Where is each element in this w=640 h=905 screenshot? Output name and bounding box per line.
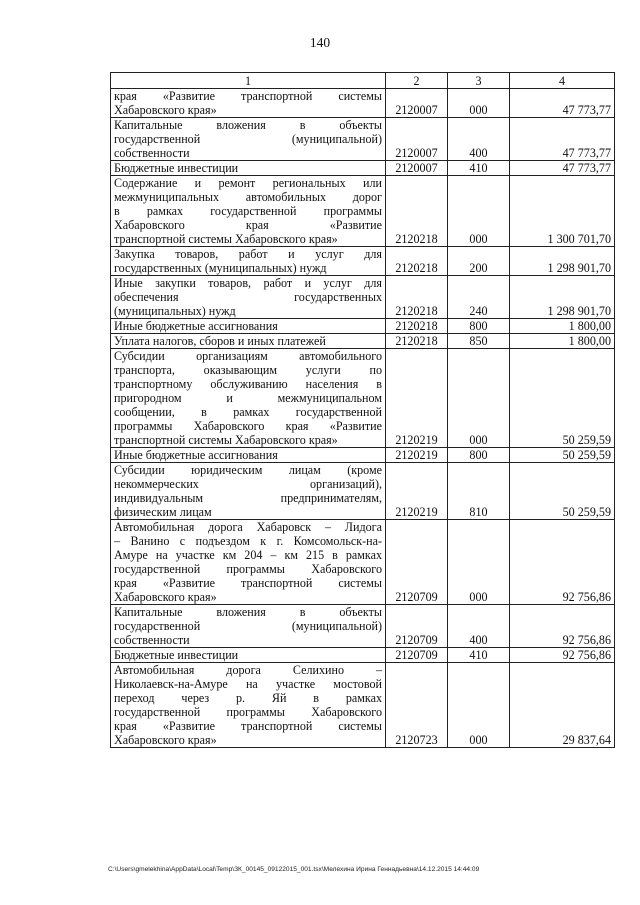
row-name-line: Капитальные вложения в объекты <box>114 605 382 619</box>
row-name <box>111 463 386 520</box>
header-col-1: 1 <box>111 73 386 89</box>
table-row <box>111 463 615 520</box>
row-name-line: Автомобильная дорога Хабаровск – Лидога <box>114 520 382 534</box>
row-code: 2120218 <box>386 319 448 334</box>
row-expense-type: 200 <box>448 247 510 276</box>
row-code: 2120218 <box>386 334 448 349</box>
table-row <box>111 334 615 349</box>
row-amount: 1 298 901,70 <box>510 276 615 319</box>
row-name-line: индивидуальным предпринимателям, <box>114 491 382 505</box>
row-name-line: Бюджетные инвестиции <box>114 648 239 662</box>
row-amount: 92 756,86 <box>510 605 615 648</box>
row-name-line: собственности <box>114 146 190 160</box>
row-name <box>111 89 386 118</box>
row-name-line: Хабаровского края» <box>114 103 217 117</box>
row-name-line: государственной программы Хабаровского <box>114 705 382 719</box>
table-row <box>111 605 615 648</box>
table-header-row <box>111 73 615 89</box>
row-name-line: Иные закупки товаров, работ и услуг для <box>114 276 382 290</box>
row-amount: 50 259,59 <box>510 349 615 448</box>
row-code: 2120218 <box>386 276 448 319</box>
row-code: 2120219 <box>386 448 448 463</box>
row-name-line: Уплата налогов, сборов и иных платежей <box>114 334 326 348</box>
row-name-line: физическим лицам <box>114 505 212 519</box>
row-name-line: Содержание и ремонт региональных или <box>114 176 382 190</box>
budget-table <box>110 72 615 748</box>
row-expense-type: 400 <box>448 118 510 161</box>
row-expense-type: 800 <box>448 448 510 463</box>
row-expense-type: 000 <box>448 349 510 448</box>
row-amount: 29 837,64 <box>510 663 615 748</box>
row-name-line: Субсидии юридическим лицам (кроме <box>114 463 382 477</box>
row-name-line: Субсидии организациям автомобильного <box>114 349 382 363</box>
row-name-line: сообщении, в рамках государственной <box>114 405 382 419</box>
file-path-footer: C:\Users\gmelekhina\AppData\Local\Temp\ЗК_00145_09122015_001.tsx\Мелехина Ирина Геннадьевна\14.12.2015 14:44:09 <box>108 866 480 873</box>
row-name-line: некоммерческих организаций), <box>114 477 382 491</box>
row-name <box>111 319 386 334</box>
row-name-line: транспорта, оказывающим услуги по <box>114 363 382 377</box>
row-code: 2120219 <box>386 463 448 520</box>
row-name-line: Закупка товаров, работ и услуг для <box>114 247 382 261</box>
row-expense-type: 000 <box>448 663 510 748</box>
row-code: 2120218 <box>386 176 448 247</box>
row-name-line: края «Развитие транспортной системы <box>114 89 382 103</box>
row-name <box>111 349 386 448</box>
row-name <box>111 605 386 648</box>
row-amount: 1 298 901,70 <box>510 247 615 276</box>
row-amount: 1 300 701,70 <box>510 176 615 247</box>
row-name-line: Иные бюджетные ассигнования <box>114 448 278 462</box>
row-name-line: государственной (муниципальной) <box>114 132 382 146</box>
row-name-line: Капитальные вложения в объекты <box>114 118 382 132</box>
row-name-line: Иные бюджетные ассигнования <box>114 319 278 333</box>
row-name-line: Хабаровского края «Развитие <box>114 218 382 232</box>
table-row <box>111 247 615 276</box>
row-name-line: собственности <box>114 633 190 647</box>
row-name-line: Амуре на участке км 204 – км 215 в рамках <box>114 548 382 562</box>
row-name <box>111 520 386 605</box>
row-code: 2120709 <box>386 605 448 648</box>
row-name-line: края «Развитие транспортной системы <box>114 576 382 590</box>
row-name-line: (муниципальных) нужд <box>114 304 236 318</box>
row-name <box>111 448 386 463</box>
table-row <box>111 276 615 319</box>
row-name-line: межмуниципальных автомобильных дорог <box>114 190 382 204</box>
row-name-line: обеспечения государственных <box>114 290 382 304</box>
row-amount: 50 259,59 <box>510 463 615 520</box>
header-col-2: 2 <box>386 73 448 89</box>
row-name-line: транспортному обслуживанию населения в <box>114 377 382 391</box>
header-col-3: 3 <box>448 73 510 89</box>
row-expense-type: 850 <box>448 334 510 349</box>
row-name-line: края «Развитие транспортной системы <box>114 719 382 733</box>
row-name-line: государственных (муниципальных) нужд <box>114 261 327 275</box>
row-expense-type: 400 <box>448 605 510 648</box>
row-name <box>111 118 386 161</box>
row-code: 2120709 <box>386 648 448 663</box>
table-row <box>111 89 615 118</box>
row-name-line: пригородном и межмуниципальном <box>114 391 382 405</box>
row-code: 2120219 <box>386 349 448 448</box>
row-expense-type: 000 <box>448 89 510 118</box>
row-name-line: Хабаровского края» <box>114 733 217 747</box>
table-row <box>111 176 615 247</box>
row-expense-type: 810 <box>448 463 510 520</box>
row-amount: 50 259,59 <box>510 448 615 463</box>
row-amount: 47 773,77 <box>510 89 615 118</box>
row-code: 2120007 <box>386 118 448 161</box>
table-row <box>111 319 615 334</box>
table-row <box>111 520 615 605</box>
row-name-line: транспортной системы Хабаровского края» <box>114 433 338 447</box>
row-code: 2120007 <box>386 161 448 176</box>
row-code: 2120218 <box>386 247 448 276</box>
table-row <box>111 448 615 463</box>
row-name-line: Хабаровского края» <box>114 590 217 604</box>
row-expense-type: 410 <box>448 161 510 176</box>
row-name <box>111 276 386 319</box>
row-name <box>111 161 386 176</box>
page-number: 140 <box>309 35 331 50</box>
row-name-line: – Ванино с подъездом к г. Комсомольск-на- <box>114 534 382 548</box>
row-name-line: в рамках государственной программы <box>114 204 382 218</box>
table-row <box>111 349 615 448</box>
row-name-line: государственной программы Хабаровского <box>114 562 382 576</box>
row-name-line: Автомобильная дорога Селихино – <box>114 663 382 677</box>
row-name-line: государственной (муниципальной) <box>114 619 382 633</box>
table-row <box>111 663 615 748</box>
row-name-line: транспортной системы Хабаровского края» <box>114 232 338 246</box>
row-name-line: программы Хабаровского края «Развитие <box>114 419 382 433</box>
row-amount: 92 756,86 <box>510 648 615 663</box>
row-amount: 47 773,77 <box>510 118 615 161</box>
table-row <box>111 118 615 161</box>
row-amount: 92 756,86 <box>510 520 615 605</box>
row-code: 2120723 <box>386 663 448 748</box>
row-amount: 1 800,00 <box>510 334 615 349</box>
row-name-line: переход через р. Яй в рамках <box>114 691 382 705</box>
row-code: 2120709 <box>386 520 448 605</box>
row-name <box>111 334 386 349</box>
row-expense-type: 240 <box>448 276 510 319</box>
row-amount: 1 800,00 <box>510 319 615 334</box>
row-expense-type: 000 <box>448 520 510 605</box>
row-name <box>111 247 386 276</box>
table-row <box>111 648 615 663</box>
row-name-line: Бюджетные инвестиции <box>114 161 239 175</box>
row-code: 2120007 <box>386 89 448 118</box>
row-name-line: Николаевск-на-Амуре на участке мостовой <box>114 677 382 691</box>
row-expense-type: 410 <box>448 648 510 663</box>
table-row <box>111 161 615 176</box>
row-name <box>111 648 386 663</box>
header-col-4: 4 <box>510 73 615 89</box>
row-expense-type: 800 <box>448 319 510 334</box>
row-name <box>111 663 386 748</box>
row-amount: 47 773,77 <box>510 161 615 176</box>
row-expense-type: 000 <box>448 176 510 247</box>
row-name <box>111 176 386 247</box>
